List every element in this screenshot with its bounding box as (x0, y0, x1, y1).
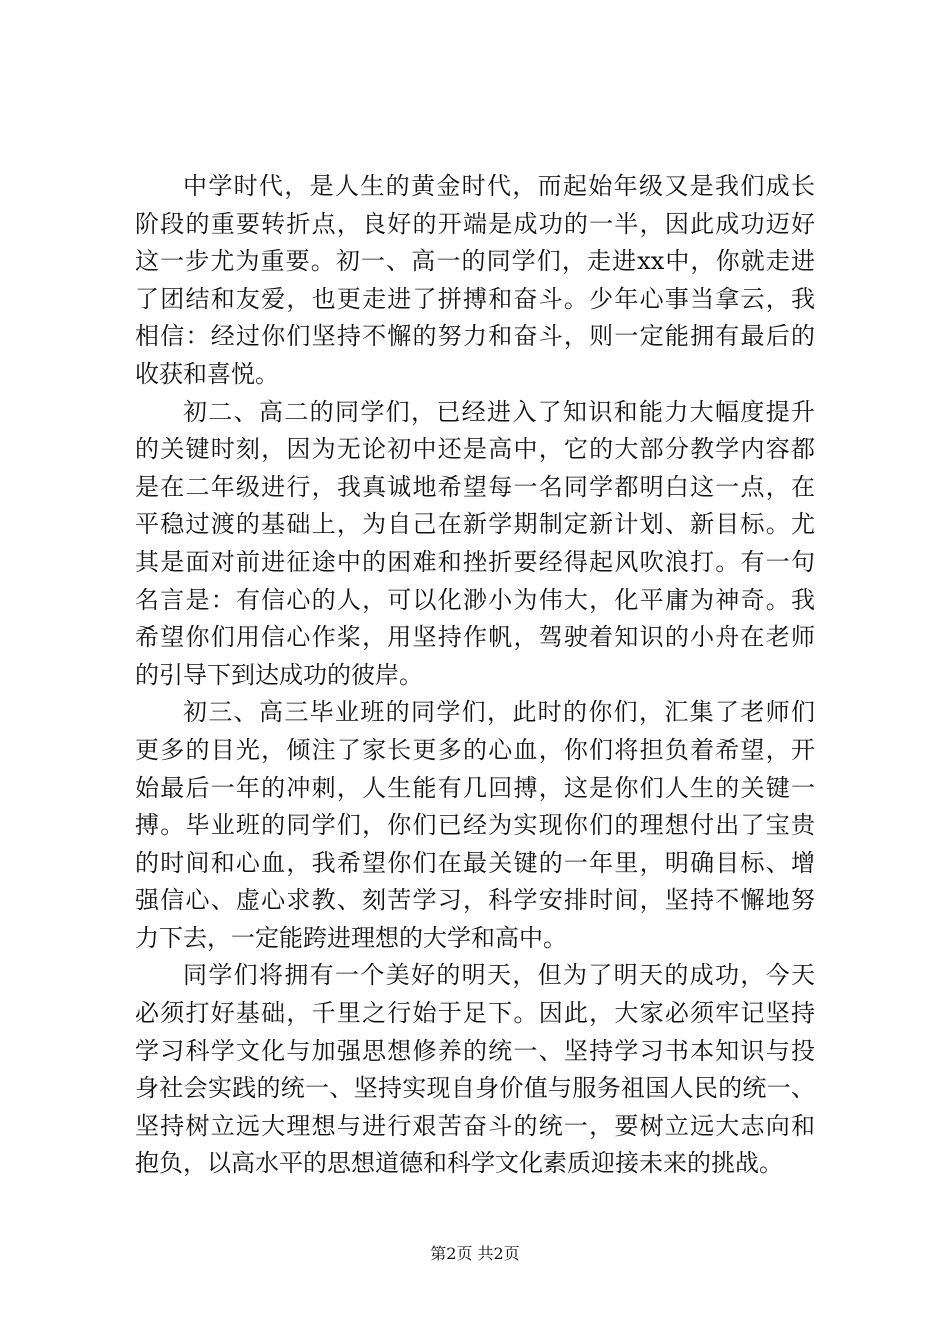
text-line: 同学们将拥有一个美好的明天，但为了明天的成功，今天 (183, 961, 815, 990)
text-line: 其是面对前进征途中的困难和挫折要经得起风吹浪打。有一句 (135, 547, 815, 576)
text-line: 身社会实践的统一、坚持实现自身价值与服务祖国人民的统一、 (135, 1074, 815, 1103)
document-body (135, 168, 815, 1183)
text-line: 更多的目光，倾注了家长更多的心血，你们将担负着希望，开 (135, 735, 815, 764)
text-line: 坚持树立远大理想与进行艰苦奋斗的统一，要树立远大志向和 (135, 1111, 815, 1140)
text-line: 收获和喜悦。 (135, 359, 279, 388)
paragraph-4 (135, 957, 815, 1183)
text-line: 的时间和心血，我希望你们在最关键的一年里，明确目标、增 (135, 848, 815, 877)
text-line: 初三、高三毕业班的同学们，此时的你们，汇集了老师们 (183, 698, 815, 727)
text-line: 始最后一年的冲刺，人生能有几回搏，这是你们人生的关键一 (135, 773, 815, 802)
paragraph-1 (135, 168, 815, 394)
text-line: 强信心、虚心求教、刻苦学习，科学安排时间，坚持不懈地努 (135, 886, 815, 915)
paragraph-3 (135, 694, 815, 957)
text-line: 搏。毕业班的同学们，你们已经为实现你们的理想付出了宝贵 (135, 811, 815, 840)
text-line: 抱负，以高水平的思想道德和科学文化素质迎接未来的挑战。 (135, 1149, 783, 1178)
paragraph-2 (135, 394, 815, 695)
text-line: 平稳过渡的基础上，为自己在新学期制定新计划、新目标。尤 (135, 510, 815, 539)
text-line: 学习科学文化与加强思想修养的统一、坚持学习书本知识与投 (135, 1036, 815, 1065)
text-line: 中学时代，是人生的黄金时代，而起始年级又是我们成长 (183, 172, 815, 200)
text-line: 是在二年级进行，我真诚地希望每一名同学都明白这一点，在 (135, 472, 815, 501)
text-line: 了团结和友爱，也更走进了拼搏和奋斗。少年心事当拿云，我 (135, 284, 815, 313)
text-line: 名言是：有信心的人，可以化渺小为伟大，化平庸为神奇。我 (135, 585, 815, 614)
page-number-footer: 第2页 共2页 (430, 1244, 520, 1263)
text-line: 希望你们用信心作桨，用坚持作帆，驾驶着知识的小舟在老师 (135, 623, 815, 652)
text-line: 相信：经过你们坚持不懈的努力和奋斗，则一定能拥有最后的 (135, 322, 815, 351)
text-line: 的引导下到达成功的彼岸。 (135, 660, 423, 689)
text-line: 的关键时刻，因为无论初中还是高中，它的大部分教学内容都 (135, 435, 815, 464)
text-line: 阶段的重要转折点，良好的开端是成功的一半，因此成功迈好 (135, 209, 815, 238)
text-line: 这一步尤为重要。初一、高一的同学们，走进xx中，你就走进 (135, 247, 815, 276)
text-line: 力下去，一定能跨进理想的大学和高中。 (135, 923, 567, 952)
text-line: 初二、高二的同学们，已经进入了知识和能力大幅度提升 (183, 397, 815, 426)
text-line: 必须打好基础，千里之行始于足下。因此，大家必须牢记坚持 (135, 999, 815, 1028)
